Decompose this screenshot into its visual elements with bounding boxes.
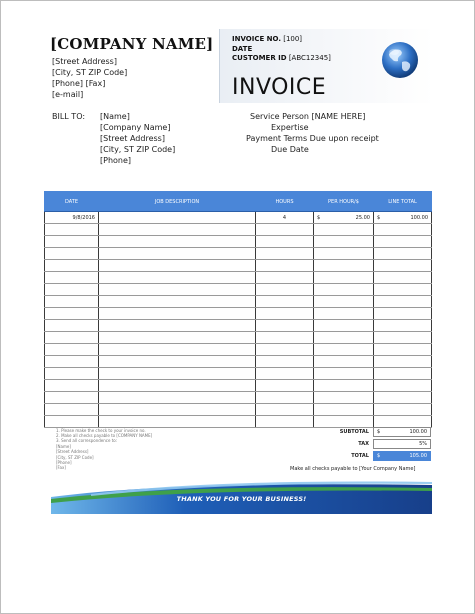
- payable-note: Make all checks payable to [Your Company Name]: [290, 466, 416, 472]
- row-description[interactable]: [99, 236, 256, 248]
- header-per-hour: PER HOUR/$: [314, 192, 374, 212]
- row-description[interactable]: [99, 272, 256, 284]
- row-date[interactable]: [45, 236, 99, 248]
- tax-box: [373, 439, 431, 449]
- table-row: [45, 284, 432, 296]
- row-hours[interactable]: [256, 236, 314, 248]
- row-hours[interactable]: [256, 248, 314, 260]
- row-rate[interactable]: [314, 404, 374, 416]
- row-description[interactable]: [99, 392, 256, 404]
- invoice-title: INVOICE: [232, 75, 327, 100]
- row-description[interactable]: [99, 356, 256, 368]
- row-date[interactable]: [45, 224, 99, 236]
- rate-currency: $: [317, 214, 321, 221]
- row-rate[interactable]: [314, 344, 374, 356]
- row-date[interactable]: [45, 272, 99, 284]
- total-label: TOTAL: [351, 453, 369, 459]
- subtotal-value: 100.00: [409, 429, 427, 435]
- row-description[interactable]: [99, 248, 256, 260]
- row-line-total[interactable]: [374, 296, 432, 308]
- table-row: [45, 296, 432, 308]
- row-hours[interactable]: [256, 392, 314, 404]
- row-description[interactable]: [99, 368, 256, 380]
- row-hours[interactable]: [256, 344, 314, 356]
- header-date: DATE: [45, 192, 99, 212]
- row-date[interactable]: [45, 284, 99, 296]
- globe-icon: [380, 40, 420, 80]
- row-date[interactable]: [45, 308, 99, 320]
- row-description[interactable]: [99, 404, 256, 416]
- table-row: [45, 308, 432, 320]
- total-value: 105.00: [409, 453, 427, 459]
- total-currency: $: [377, 453, 381, 459]
- row-date[interactable]: [45, 392, 99, 404]
- row-line-total[interactable]: [374, 332, 432, 344]
- customer-id-line: [232, 54, 331, 62]
- row-date[interactable]: [45, 380, 99, 392]
- row-hours[interactable]: [256, 308, 314, 320]
- row-hours[interactable]: [256, 260, 314, 272]
- subtotal-currency: $: [377, 429, 381, 435]
- row-line-total[interactable]: [374, 248, 432, 260]
- bill-to-city: [City, ST ZIP Code]: [100, 145, 176, 154]
- row-date[interactable]: [45, 296, 99, 308]
- row-line-total[interactable]: [374, 416, 432, 428]
- row-description[interactable]: [99, 284, 256, 296]
- subtotal-box: [373, 427, 431, 437]
- row-line-total[interactable]: [374, 308, 432, 320]
- line-items-table: [44, 191, 432, 428]
- subtotal-label: SUBTOTAL: [339, 429, 369, 435]
- row-description[interactable]: [99, 260, 256, 272]
- row-hours[interactable]: 4: [256, 212, 314, 224]
- row-description[interactable]: [99, 332, 256, 344]
- service-expertise: Expertise: [271, 123, 309, 132]
- table-row: [45, 260, 432, 272]
- table-row: [45, 392, 432, 404]
- row-rate[interactable]: [314, 236, 374, 248]
- row-line-total[interactable]: [374, 320, 432, 332]
- table-row: [45, 248, 432, 260]
- row-hours[interactable]: [256, 416, 314, 428]
- row-line-total[interactable]: [374, 260, 432, 272]
- note-line-8: [Fax]: [56, 465, 66, 470]
- note-line-4: [Name]: [56, 444, 71, 449]
- company-phone-fax: [Phone] [Fax]: [52, 79, 106, 88]
- total-value: 100.00: [410, 214, 428, 221]
- table-row: [45, 236, 432, 248]
- row-hours[interactable]: [256, 332, 314, 344]
- row-rate[interactable]: [314, 392, 374, 404]
- tax-label: TAX: [358, 441, 369, 447]
- row-date[interactable]: [45, 356, 99, 368]
- row-line-total[interactable]: [374, 380, 432, 392]
- row-description[interactable]: [99, 296, 256, 308]
- invoice-number-line: [232, 35, 302, 43]
- company-name: [COMPANY NAME]: [50, 35, 214, 53]
- row-rate[interactable]: [314, 308, 374, 320]
- row-date[interactable]: [45, 260, 99, 272]
- header-hours: HOURS: [256, 192, 314, 212]
- bill-to-name: [Name]: [100, 112, 130, 121]
- table-row: [45, 344, 432, 356]
- row-line-total[interactable]: [374, 344, 432, 356]
- row-rate[interactable]: [314, 296, 374, 308]
- table-row: [45, 380, 432, 392]
- row-description[interactable]: [99, 344, 256, 356]
- row-hours[interactable]: [256, 404, 314, 416]
- row-description[interactable]: [99, 308, 256, 320]
- company-street: [Street Address]: [52, 57, 117, 66]
- customer-id-label: CUSTOMER ID: [232, 54, 287, 62]
- row-rate[interactable]: [314, 224, 374, 236]
- row-line-total[interactable]: [374, 284, 432, 296]
- note-line-2: 2. Make all checks payable to [COMPANY NAME]: [56, 433, 153, 438]
- row-hours[interactable]: [256, 284, 314, 296]
- thank-you-message: THANK YOU FOR YOUR BUSINESS!: [176, 495, 307, 503]
- service-person: Service Person [NAME HERE]: [250, 112, 366, 121]
- row-hours[interactable]: [256, 272, 314, 284]
- row-rate[interactable]: [314, 380, 374, 392]
- row-description[interactable]: [99, 380, 256, 392]
- tax-value: 5%: [419, 441, 427, 447]
- row-hours[interactable]: [256, 296, 314, 308]
- row-rate[interactable]: [314, 212, 374, 224]
- invoice-number-label: INVOICE NO.: [232, 35, 281, 43]
- row-rate[interactable]: [314, 272, 374, 284]
- table-row: [45, 212, 432, 224]
- row-description[interactable]: [99, 320, 256, 332]
- table-row: [45, 320, 432, 332]
- total-currency: $: [377, 214, 381, 221]
- note-line-3: 3. Send all correspondence to:: [56, 438, 118, 443]
- row-rate[interactable]: [314, 368, 374, 380]
- bill-to-phone: [Phone]: [100, 156, 132, 165]
- table-row: [45, 272, 432, 284]
- row-hours[interactable]: [256, 356, 314, 368]
- row-date[interactable]: [45, 344, 99, 356]
- row-line-total[interactable]: [374, 272, 432, 284]
- table-row: [45, 416, 432, 428]
- note-line-5: [Street Address]: [56, 449, 89, 454]
- header-line-total: LINE TOTAL: [374, 192, 432, 212]
- row-line-total[interactable]: [374, 212, 432, 224]
- row-line-total[interactable]: [374, 224, 432, 236]
- invoice-date-label: DATE: [232, 45, 253, 53]
- row-rate[interactable]: [314, 248, 374, 260]
- row-description[interactable]: [99, 212, 256, 224]
- row-hours[interactable]: [256, 320, 314, 332]
- table-body: [45, 212, 432, 428]
- row-date[interactable]: 9/8/2016: [45, 212, 99, 224]
- company-email: [e-mail]: [52, 90, 84, 99]
- row-date[interactable]: [45, 320, 99, 332]
- row-date[interactable]: [45, 404, 99, 416]
- row-rate[interactable]: [314, 332, 374, 344]
- bill-to-label: BILL TO:: [52, 112, 86, 121]
- row-date[interactable]: [45, 368, 99, 380]
- due-date: Due Date: [271, 145, 309, 154]
- row-date[interactable]: [45, 248, 99, 260]
- row-line-total[interactable]: [374, 368, 432, 380]
- row-rate[interactable]: [314, 260, 374, 272]
- row-date[interactable]: [45, 332, 99, 344]
- company-city: [City, ST ZIP Code]: [52, 68, 128, 77]
- row-rate[interactable]: [314, 356, 374, 368]
- note-line-1: 1. Please make the check to your invoice no.: [56, 428, 146, 433]
- table-row: [45, 404, 432, 416]
- customer-id-value: [ABC12345]: [288, 54, 331, 62]
- invoice-date-line: [232, 45, 252, 53]
- row-rate[interactable]: [314, 284, 374, 296]
- table-row: [45, 356, 432, 368]
- row-rate[interactable]: [314, 320, 374, 332]
- payment-terms: Payment Terms Due upon receipt: [246, 134, 379, 143]
- rate-value: 25.00: [355, 214, 370, 221]
- invoice-number-value: [100]: [283, 35, 303, 43]
- row-line-total[interactable]: [374, 356, 432, 368]
- row-line-total[interactable]: [374, 392, 432, 404]
- header-job-description: JOB DESCRIPTION: [99, 192, 256, 212]
- row-line-total[interactable]: [374, 236, 432, 248]
- table-row: [45, 224, 432, 236]
- row-hours[interactable]: [256, 368, 314, 380]
- row-rate[interactable]: [314, 416, 374, 428]
- note-line-6: [City, ST ZIP Code]: [56, 455, 94, 460]
- bill-to-company: [Company Name]: [100, 123, 171, 132]
- row-hours[interactable]: [256, 224, 314, 236]
- table-row: [45, 368, 432, 380]
- row-description[interactable]: [99, 224, 256, 236]
- row-date[interactable]: [45, 416, 99, 428]
- total-box: [373, 451, 431, 461]
- table-header-row: [45, 192, 432, 212]
- row-line-total[interactable]: [374, 404, 432, 416]
- row-hours[interactable]: [256, 380, 314, 392]
- table-row: [45, 332, 432, 344]
- row-description[interactable]: [99, 416, 256, 428]
- bill-to-street: [Street Address]: [100, 134, 165, 143]
- note-line-7: [Phone]: [56, 460, 72, 465]
